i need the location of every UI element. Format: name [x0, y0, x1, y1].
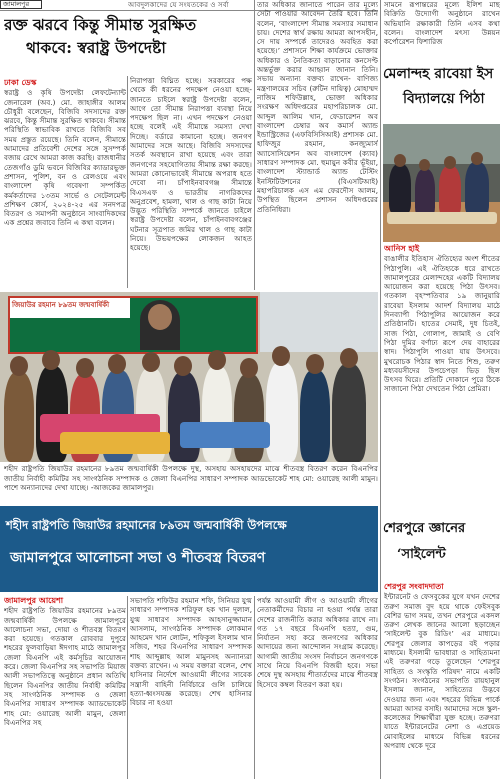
story2-byline: আনিস হাই — [384, 244, 420, 253]
column-divider — [127, 596, 128, 779]
story3-col1 — [4, 596, 126, 779]
main-event-photo — [0, 292, 378, 462]
column-divider — [380, 540, 381, 779]
banner-text: জিয়াউর রহমান ৮৯তম জন্মবার্ষিকী — [12, 300, 110, 309]
story4-text: ইন্টারনেট ও ফেসবুকের যুগে যখন দেশের তরুণ সমাজ বুদ হয়ে থাকে ফেইসবুক বেশির ভাগ সময়, তখন শেরপুরে একদল তরুণ লেখক জানের আলো ছড়াচ্ছেন ‘সাইলেন্ট বুক রিডিং’ এর মাধ্যমে। শেরপুর জেলার কাপড়ের বই পড়ার মাধ্যমে। ইসলামী ভাবধারা ও সাহিত্যমনা এই তরুণরা গড়ে তুলেছেন ‘শেরপুর সাহিত্য ও সংস্কৃতি পরিষদ’ নামে একটি সংগঠন। সংগঠনের সভাপতি রায়হানুল ইসলাম জানান, সাহিত্যের উদ্ভবে দেওয়ার জন্য এবং শহরের বিভিন্ন পার্কে আমরা আসর বসাই। আমাদের সঙ্গে স্কুল-কলেজের শিক্ষার্থীরা যুক্ত হচ্ছে। তরুণরা যাতে ইন্টারনেটের নেশা ও এপ্রয়েড মোবাইলের মাধ্যমে বিভিন্ন ধরনের অপরাধ থেকে দূরে — [384, 592, 500, 751]
right-top-text — [384, 0, 500, 50]
story2 — [384, 244, 500, 514]
top-headline-line1: রক্ত ঝরবে কিন্তু সীমান্ত সুরক্ষিত — [4, 15, 197, 34]
story1-col1-text: স্বরাষ্ট্র ও কৃষি উপদেষ্টা লেফটেন্যান্ট জেনারেল (অব.) মো. জাহাঙ্গীর আলম চৌধুরী বলেছেন, বিজিবি সদস্যদের রক্ত ঝরবে, কিন্তু সীমান্ত সুরক্ষিত থাকবে। সীমান্ত পরিস্থিতি স্বাভাবিক রাখতে বিজিবি সব সময় প্রস্তুত রয়েছে। তিনি বলেন, সীমান্তে আমাদের প্রতিবেশী দেশের সঙ্গে সুসম্পর্ক বজায় রেখে আমরা কাজ করছি। রাজধানীর তেজগাঁও ডুমি ভবনে বিজিবির ক্যাডারভুক্ত প্রশাসন, পুলিশ, বন ও রেলওয়ে এবং বাংলাদেশ কৃষি গবেষণা সম্পর্কিত কর্মকর্তাদের ১৩তম সার্ভে ও সেটেলমেন্ট প্রশিক্ষণ কোর্স, ২০২৪-২৫ এর সনদপত্র বিতরণ ও সমাপনী অনুষ্ঠানে সাংবাদিকদের এক প্রশ্নের জবাবে তিনি এ কথা বলেন। — [4, 88, 126, 228]
right-headline-line2: বিদ্যালয়ে পিঠা — [403, 91, 485, 107]
bottom-headline-line2: জামালপুরে আলোচনা সভা ও শীতবস্ত্র বিতরণ — [10, 550, 266, 566]
story2-text: বাঙালীর ইতিহাস ঐতিহ্যের অংশ শীতের পিঠাপুলি। এই ঐতিহ্যকে ধরে রাখতে জামালপুরের মেলান্দহের একটি বিদ্যালয় আয়োজন করা হয়েছে পিঠা উৎসব। গতকাল বৃহস্পতিবার ১৯ জানুয়ারি রাবেয়া ইসলাম আদর্শ বিদ্যালয় মাঠে দিনব্যাপী পিঠাপুলির আয়োজন করে প্রতিষ্ঠানটি। হাতের সেমাই, দুধ চিতই, সাজ পিঠা, গোলাপ, জামাই ও বেণি পিঠা দুমির বর্ণাঢ্য রূপে দেয় বাহারের স্বাদ। পিঠাপুলি পাওয়া যায় উৎসবে। মুখরোচক পিঠার স্বাদ নিতে শিশু, তরুণ মধ্যবয়সীদের উপচেপড়া ভিড় ছিল উৎসব ঘিরে। প্রতিটি দোকানে পুরে ঠিকে সাজানো পিঠা দেখতেন পিঠা প্রেমিরা। — [384, 254, 500, 394]
right-top-body: সামনে রূপান্তরের মূল্যে ইলিশ মাছ বিক্রিতি উদ্যোগী অনুষ্ঠানে রাখেন অভিযানি রক্ষাকারী তিনি এসব কথা বলেন। বাংলাদেশ মৎস্য উন্নয়ন কর্পোরেশন ফিশারিজ — [384, 0, 500, 47]
right-headline2-line1: শেরপুরে জ্ঞানের — [383, 521, 466, 536]
story3-col1-text: শহীদ রাষ্ট্রপতি জিয়াউর রহমানের ৮৯তম জন্মবার্ষিকী উপলক্ষে জামালপুরে আলোচনা সভা, দোয়া ও শীতবস্ত্র বিতরণ করা হয়েছে। গতকাল রোববার দুপুরে শহরের ফুলবাড়িয়া ঈদগাহ মাঠে জামালপুর জেলা বিএনপি এই কর্মসূচির আয়োজন করে। জেলা বিএনপির সহ সভাপতি মিয়াজ আলী সভাপতিত্বে অনুষ্ঠানে প্রধান অতিথি ছিলেন বিএনপির জাতীয় নির্বাহী কমিটির সহ সাংগঠনিক সম্পাদক ও জেলা বিএনপির সাধারণ সম্পাদক অ্যাডভোকেট শাহ মো: ওয়ারেছ আলী মামুন, জেলা বিএনপির সহ — [4, 606, 126, 727]
story3-col2 — [130, 596, 252, 779]
top-headline — [4, 14, 250, 66]
story3-col3-text: পর্যন্ত আওয়ামী লীগ ও আওয়ামী লীগের নেতাকর্মীদের বিচার না হওয়া পর্যন্ত তারা দেশের রাজনীতি করার অধিকার রাখে না। গত ১৭ বছরে বিএনপি হত্যা, গুম, নির্যাতন সহ্য করে জনগণের অধিকার আদায়ের জন্য আন্দোলন সংগ্রাম করেছে। আগামী জাতীয় সংসদ নির্বাচনে জনগণকে সাথে নিয়ে বিএনপি বিজয়ী হবে। সভা শেষে দুস্থ অসহায় শীতার্তদের মাঝে শীতবস্ত্র হিসেবে কম্বল বিতরণ করা হয়। — [257, 596, 378, 689]
column-divider — [380, 0, 381, 540]
bottom-headline — [0, 506, 378, 592]
right-headline — [383, 62, 500, 120]
story1-col3-text: তার অধিকার জানাতে পারেন তার মূল্যে সেটা পাওয়ার আবেদন তৈরি হবে। তিনি বলেন, ‘বাংলাদেশ সীমান্ত সমস্যার সমাধান চায়। দেশের স্বার্থ রক্ষায় আমরা আপসহীন, সে দায় সম্পর্কে তাদেরও অবহিত করা হয়েছে।’ প্রশাসনে শিক্ষা কার্যক্রমে ভোক্তার অধিকার ও নৈতিকতা বাড়ানোর কনসেপ্ট অন্তর্ভুক্ত করার আহ্বান জানান তিনি। সভায় অন্যান্য বক্তব্য রাখেন- বাণিজ্য মন্ত্রণালয়ের সচিব (রুটিন দায়িত্ব) মোহাম্মদ নাজিম শফিউল্লাহ, ভোক্তা অধিকার সংরক্ষণ অধিদপ্তরের মহাপরিচালক মো. আব্দুল আলিম খান, ফেডারেশন অব বাংলাদেশ চেম্বার অব কমার্স অ্যান্ড ইন্ডাস্ট্রিজের (এফবিসিসিআই) প্রশাসক মো. হাফিজুর রহমান, কনজ্যুমার্স অ্যাসোসিয়েশন অব বাংলাদেশ (ক্যাব) সাধারণ সম্পাদক মো. হুমায়ুন কবীর ভূঁইয়া, বাংলাদেশ স্ট্যান্ডার্ড অ্যান্ড টেস্টিং ইনস্টিটিউশনের (বিএসটিআই) মহাপরিচালক এস এম ফেরদৌস আলম, উপস্থিত ছিলেন প্রশাসন অধিদপ্তরের প্রতিনিধিরা। — [257, 0, 378, 214]
story3-byline: জামালপুর আয়েশা — [4, 596, 64, 605]
story1-col2 — [130, 76, 252, 288]
bottom-headline-line1: শহীদ রাষ্ট্রপতি জিয়াউর রহমানের ৮৯তম জন্মবার্ষিকী উপলক্ষে — [6, 518, 287, 532]
story1-col3 — [257, 0, 378, 290]
story3-col2-text: সভাপতি শফিউর রহমান শফি, সিনিয়র যুগ্ম সাধারণ সম্পাদক শরিফুল হক খান দুলাল, যুগ্ম সাধারণ সম্পাদক আহসানুজ্জামান আসলাম, সাংগঠনিক সম্পাদক লোকমান আহমেদ খান লোটন, শফিকুল ইসলাম খান সজিব, শহর বিএনপির সাধারণ সম্পাদক শাহ আব্দুল্লাহ আল মামুনসহ অন্যান্যরা বক্তব্য রাখেন। এ সময় বক্তারা বলেন, শেখ হাসিনার নির্দেশে আওয়ামী লীগের সাবেক সন্ত্রাসী বাহিনী নির্বিচারে গুলি চালিয়ে হত্যা-ধ্বংসযজ্ঞ করেছে। শেখ হাসিনার বিচার না হওয়া — [130, 596, 252, 708]
photo-caption-text: শহীদ রাষ্ট্রপতি জিয়াউর রহমানের ৮৯তম জন্মবার্ষিকী উপলক্ষে দুস্থ, অসহায় অসহায়দের মাঝে শীতবস্ত্র বিতরণ করেন বিএনপির জাতীয় নির্বাহী কমিটির সহ সাংগঠনিক সম্পাদক ও জেলা বিএনপির সাধারণ সম্পাদক আডভোকেট শাহ মো: ওয়ারেছ আলী মামুন। পাশে অন্যান্যদের দেখা যাচ্ছে। -আজকের জামালপুর। — [4, 464, 378, 492]
story1-col2-text: নিরাপত্তা বিঘ্নিত হচ্ছে। সরকারের পক্ষ থেকে কী ধরনের পদক্ষেপ নেওয়া হচ্ছে- জানতে চাইলে স্বরাষ্ট্র উপদেষ্টা বলেন, আগে তো সীমান্ত নিরাপত্তা ব্যবস্থা নিয়ে পদক্ষেপ ছিল না। এখন পদক্ষেপ নেওয়া হচ্ছে বলেই এই সীমান্তে সমস্যা দেখা দিচ্ছে। বর্ডারে কামানো হচ্ছে। জনগণ আমাদের সঙ্গে আছে। বিজিবি সদস্যদের সতর্ক অবস্থানে রাখা হয়েছে এবং তারা জনগণের সহযোগিতায় সীমান্ত রক্ষা করছে। আমরা কোনোভাবেই সীমান্তে অপরাধ হতে দেবো না। চাঁপাইনবাবগঞ্জ সীমান্তে বিএসএফ ও ভারতীয় নাগরিকদের অনুপ্রবেশ, হামলা, খাল ও গাছ কাটা নিয়ে উদ্ভূত পরিস্থিতি সম্পর্কে জানতে চাইলে স্বরাষ্ট্র উপদেষ্টা বলেন, চাঁপাইনবাবগঞ্জের ঘটনার সূত্রপাত জমির খাল ও গাছ কাটা নিয়ে। উভয়পক্ষের লোকজন আহত হয়েছে। — [130, 76, 252, 253]
column-divider — [254, 0, 255, 290]
story1-col1 — [4, 78, 126, 288]
photo-caption — [4, 464, 378, 504]
column-divider — [127, 76, 128, 288]
story4 — [384, 582, 500, 779]
story4-byline: শেরপুর সংবাদদাতা — [384, 582, 444, 591]
section-tag: জামালপুর — [0, 0, 42, 9]
right-headline2-line2: ‘সাইলেন্ট — [397, 547, 446, 562]
top-strip-text: আবদুলকাদের যে সংযতকের ও সর্বা — [128, 0, 229, 9]
right-headline-2 — [383, 516, 500, 578]
column-divider — [254, 596, 255, 779]
story3-col3 — [257, 596, 378, 779]
right-headline-line1: মেলান্দহ রাবেয়া ইস — [383, 66, 494, 82]
top-headline-line2: থাকবে: স্বরাষ্ট্র উপদেষ্টা — [26, 38, 166, 57]
pitha-festival-photo — [383, 124, 500, 242]
story1-byline: ঢাকা ডেস্ক — [4, 78, 37, 87]
